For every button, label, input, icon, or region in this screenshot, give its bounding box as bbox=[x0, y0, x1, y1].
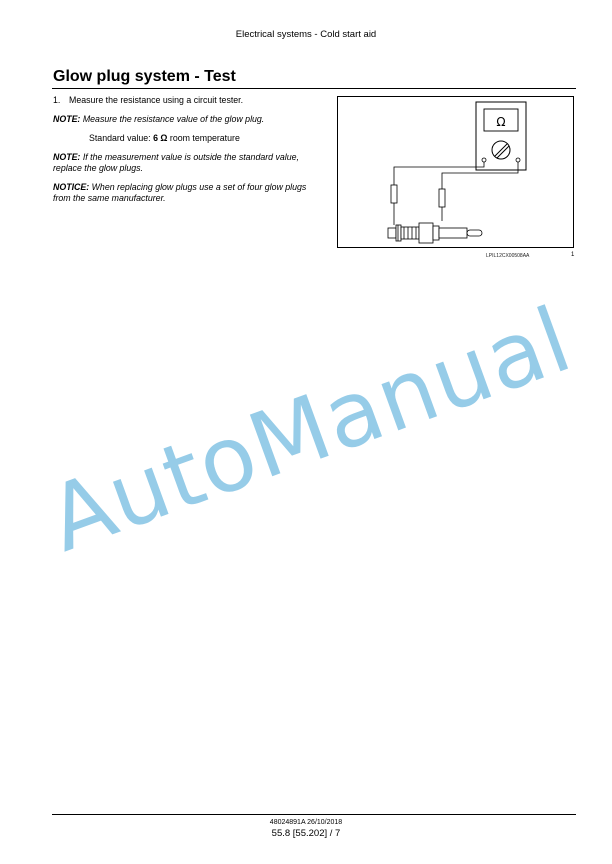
footer-divider bbox=[52, 814, 576, 815]
figure-caption-code: LPIL12CX00508AA bbox=[486, 253, 530, 259]
multimeter-icon bbox=[476, 102, 526, 170]
note-text: If the measurement value is outside the standard value, replace the glow plugs. bbox=[53, 152, 299, 173]
probe-left bbox=[391, 185, 397, 225]
note-measure bbox=[53, 114, 318, 125]
footer-page-ref: 55.8 [55.202] / 7 bbox=[271, 828, 341, 839]
note-text: Measure the resistance value of the glow plug. bbox=[82, 114, 265, 124]
ohm-symbol: Ω bbox=[496, 115, 506, 129]
standard-suffix: room temperature bbox=[169, 133, 240, 143]
standard-label: Standard value: bbox=[89, 133, 151, 143]
page-title: Glow plug system - Test bbox=[53, 68, 236, 85]
standard-value: 6 Ω bbox=[153, 133, 168, 143]
standard-value-line bbox=[53, 133, 318, 144]
title-divider bbox=[52, 88, 576, 89]
glow-plug-icon bbox=[388, 223, 482, 243]
figure-frame bbox=[337, 96, 574, 248]
note-replace bbox=[53, 152, 318, 174]
figure-number: 1 bbox=[571, 252, 575, 258]
notice-label: NOTICE: bbox=[53, 182, 90, 192]
watermark: AutoManual bbox=[35, 287, 585, 573]
running-header: Electrical systems - Cold start aid bbox=[235, 29, 377, 40]
glow-plug-test-illustration bbox=[338, 97, 573, 247]
probe-right bbox=[439, 189, 445, 221]
note-label: NOTE: bbox=[53, 152, 81, 162]
instructions bbox=[53, 95, 318, 212]
notice-text: When replacing glow plugs use a set of four glow plugs from the same manufacturer. bbox=[53, 182, 307, 203]
notice-replace bbox=[53, 182, 318, 204]
step-1 bbox=[53, 95, 318, 106]
note-label: NOTE: bbox=[53, 114, 81, 124]
step-number: 1. bbox=[53, 95, 61, 105]
step-text: Measure the resistance using a circuit tester. bbox=[69, 95, 244, 105]
footer-doc-ref: 48024891A 26/10/2018 bbox=[269, 819, 343, 826]
